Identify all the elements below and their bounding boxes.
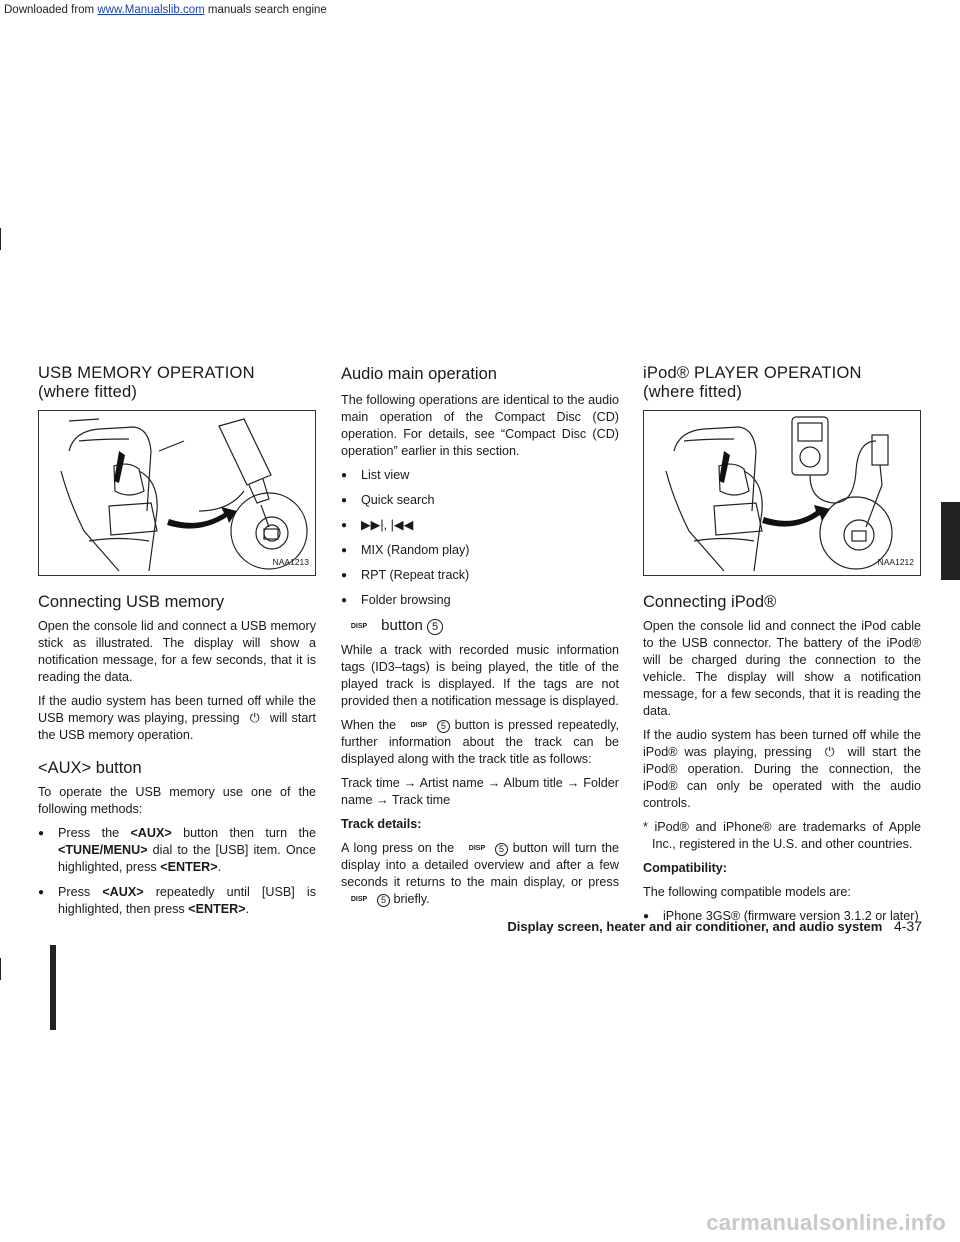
trademark-note: * iPod® and iPhone® are trademarks of Apple Inc., registered in the U.S. and other countries. bbox=[643, 820, 921, 851]
list-item-text: Folder browsing bbox=[361, 593, 451, 607]
list-item bbox=[38, 884, 316, 918]
section-heading-ipod-sub: (where fitted) bbox=[643, 383, 743, 401]
section-heading-usb-sub: (where fitted) bbox=[38, 383, 138, 401]
footer-title: Display screen, heater and air conditioner, and audio system bbox=[507, 919, 883, 934]
paragraph: When the DISP 5 button is pressed repeatedly, further information about the track can be displayed along with the track title as follows: bbox=[341, 718, 619, 766]
callout-5-icon: 5 bbox=[495, 843, 508, 856]
crop-mark-bottom-left bbox=[0, 958, 1, 980]
disp-button-label: button bbox=[381, 617, 423, 634]
list-item bbox=[341, 542, 619, 559]
paragraph: Open the console lid and connect the iPod cable to the USB connector. The battery of the iPod® will be charged during the connection to the vehicle. The display will show a notification message, for a few seconds, that it is reading the data. bbox=[643, 619, 921, 718]
list-item-text: MIX (Random play) bbox=[361, 543, 470, 557]
list-item-text: RPT (Repeat track) bbox=[361, 568, 470, 582]
text: If the audio system has been turned off while the USB memory was playing, pressing bbox=[38, 694, 316, 725]
list-item bbox=[341, 467, 619, 484]
list-item-text: List view bbox=[361, 468, 410, 482]
figure-code: NAA1213 bbox=[272, 557, 309, 567]
disp-icon: DISP bbox=[468, 845, 486, 852]
list-item-text: ▶▶|, |◀◀ bbox=[361, 518, 414, 532]
column-ipod bbox=[643, 364, 921, 933]
list-item bbox=[38, 825, 316, 876]
list-item bbox=[341, 517, 619, 534]
text: will start the USB memory operation. bbox=[38, 711, 317, 742]
bullet-icon: ● bbox=[341, 470, 348, 481]
disp-icon: DISP bbox=[410, 722, 428, 729]
disp-icon: DISP bbox=[350, 623, 368, 630]
crop-mark-top-left bbox=[0, 228, 1, 250]
power-icon: ⏻ bbox=[824, 745, 835, 759]
column-audio bbox=[341, 364, 619, 915]
ipod-illustration bbox=[643, 410, 921, 576]
margin-bar bbox=[50, 945, 56, 1030]
bullet-icon: ● bbox=[341, 595, 348, 606]
disp-line bbox=[341, 617, 619, 635]
list-item bbox=[341, 592, 619, 609]
list-item-text: Press <AUX> repeatedly until [USB] is highlighted, then press <ENTER>. bbox=[58, 885, 316, 916]
column-usb bbox=[38, 364, 316, 926]
paragraph: If the audio system has been turned off while the iPod® was playing, pressing ⏻ will start the iPod® operation. During the connection, the iPod® can only be operated with the audio controls. bbox=[643, 728, 922, 810]
subheading-audio-main: Audio main operation bbox=[341, 365, 497, 383]
watermark-suffix: manuals search engine bbox=[204, 4, 327, 16]
callout-5-icon: 5 bbox=[437, 720, 450, 733]
power-icon: ⏻ bbox=[249, 711, 260, 725]
list-item-text: Press the <AUX> button then turn the <TUNE/MENU> dial to the [USB] item. Once highlighted, press <ENTER>. bbox=[58, 826, 316, 874]
list-item-text: Quick search bbox=[361, 493, 435, 507]
section-heading-ipod: iPod® PLAYER OPERATION bbox=[643, 364, 862, 382]
watermark bbox=[4, 4, 327, 16]
subheading-aux-button: <AUX> button bbox=[38, 759, 142, 777]
bullet-icon: ● bbox=[643, 911, 650, 922]
bullet-icon: ● bbox=[341, 570, 348, 581]
list-item bbox=[341, 567, 619, 584]
page-footer bbox=[507, 918, 922, 934]
ipod-drawing bbox=[644, 411, 920, 575]
bullet-icon: ● bbox=[38, 887, 45, 898]
page-edge-tab bbox=[941, 502, 960, 580]
brand-watermark: carmanualsonline.info bbox=[706, 1210, 946, 1235]
subheading-connecting-ipod: Connecting iPod® bbox=[643, 593, 777, 611]
usb-drawing bbox=[39, 411, 315, 575]
callout-5-icon: 5 bbox=[427, 619, 443, 635]
watermark-link[interactable]: www.Manualslib.com bbox=[97, 4, 205, 16]
paragraph bbox=[38, 693, 316, 744]
callout-5-icon: 5 bbox=[377, 894, 390, 907]
subheading-connecting-usb: Connecting USB memory bbox=[38, 593, 225, 611]
compatibility-label: Compatibility: bbox=[643, 861, 727, 875]
page-number: 4-37 bbox=[893, 918, 922, 934]
list-item bbox=[341, 492, 619, 509]
bullet-icon: ● bbox=[341, 520, 348, 531]
disp-icon: DISP bbox=[350, 896, 368, 903]
paragraph: Open the console lid and connect a USB memory stick as illustrated. The display will show a notification message, for a few seconds, that it is reading the data. bbox=[38, 619, 316, 684]
usb-illustration bbox=[38, 410, 316, 576]
track-details-label: Track details: bbox=[341, 817, 422, 831]
bullet-icon: ● bbox=[38, 828, 45, 839]
section-heading-usb: USB MEMORY OPERATION bbox=[38, 364, 255, 382]
paragraph: While a track with recorded music information tags (ID3–tags) is being played, the title of the played track is displayed. If the tags are not provided then a notification message is displayed. bbox=[341, 643, 619, 708]
list-item-text: iPhone 3GS® (firmware version 3.1.2 or later) bbox=[663, 909, 919, 923]
paragraph: The following compatible models are: bbox=[643, 885, 851, 899]
paragraph: Track time → Artist name → Album title → Folder name → Track time bbox=[341, 776, 619, 807]
bullet-icon: ● bbox=[341, 545, 348, 556]
paragraph: A long press on the DISP 5 button will turn the display into a detailed overview and after a few seconds it returns to the main display, or press DISP 5 briefly. bbox=[341, 841, 619, 906]
bullet-icon: ● bbox=[341, 495, 348, 506]
paragraph: The following operations are identical to the audio main operation of the Compact Disc (CD) operation. For details, see “Compact Disc (CD) operation” earlier in this section. bbox=[341, 393, 619, 458]
figure-code: NAA1212 bbox=[877, 557, 914, 567]
paragraph: To operate the USB memory use one of the following methods: bbox=[38, 785, 316, 816]
bullet-list bbox=[341, 467, 619, 609]
watermark-prefix: Downloaded from bbox=[4, 4, 98, 16]
